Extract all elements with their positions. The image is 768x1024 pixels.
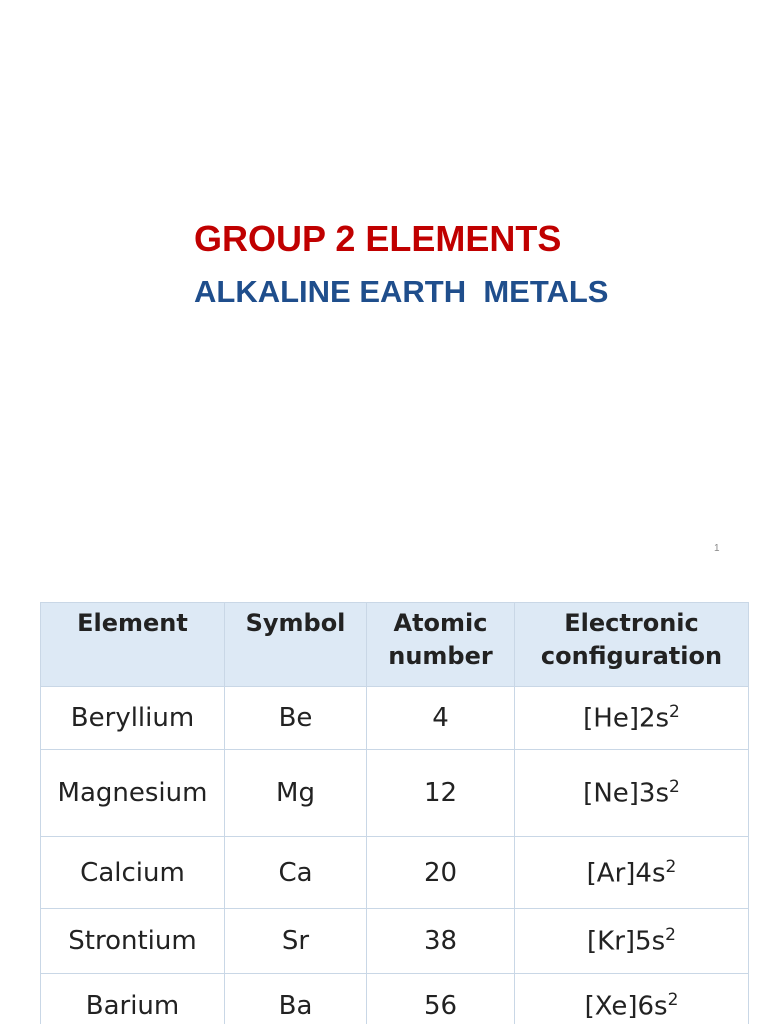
cell-atomic-number: 20 — [367, 837, 515, 909]
table-row — [41, 974, 749, 1024]
page-number: 1 — [714, 543, 720, 554]
cell-atomic-number: 4 — [367, 687, 515, 750]
elements-table — [40, 602, 749, 1024]
cell-symbol: Be — [225, 687, 367, 750]
table-row — [41, 687, 749, 750]
cell-symbol: Ca — [225, 837, 367, 909]
table-row — [41, 837, 749, 909]
cell-element: Strontium — [41, 909, 225, 974]
slide-subtitle: ALKALINE EARTH METALS — [194, 274, 609, 309]
cell-configuration: $[Kr]5s^2$ — [515, 909, 749, 974]
cell-element: Magnesium — [41, 750, 225, 837]
cell-symbol: Sr — [225, 909, 367, 974]
table-row — [41, 909, 749, 974]
table-header-row — [41, 603, 749, 687]
cell-atomic-number: 38 — [367, 909, 515, 974]
cell-atomic-number: 56 — [367, 974, 515, 1024]
cell-symbol: Mg — [225, 750, 367, 837]
cell-configuration: $[Xe]6s^2$ — [515, 974, 749, 1024]
header-atomic-number: Atomic number — [367, 603, 515, 687]
header-element: Element — [41, 603, 225, 687]
cell-element: Calcium — [41, 837, 225, 909]
header-electronic-configuration: Electronic configuration — [515, 603, 749, 687]
cell-element: Beryllium — [41, 687, 225, 750]
cell-configuration: $[Ne]3s^2$ — [515, 750, 749, 837]
cell-symbol: Ba — [225, 974, 367, 1024]
cell-element: Barium — [41, 974, 225, 1024]
cell-atomic-number: 12 — [367, 750, 515, 837]
cell-configuration: $[He]2s^2$ — [515, 687, 749, 750]
slide-title: GROUP 2 ELEMENTS — [194, 218, 562, 259]
cell-configuration: $[Ar]4s^2$ — [515, 837, 749, 909]
elements-table-container — [40, 602, 750, 1024]
table-row — [41, 750, 749, 837]
header-symbol: Symbol — [225, 603, 367, 687]
